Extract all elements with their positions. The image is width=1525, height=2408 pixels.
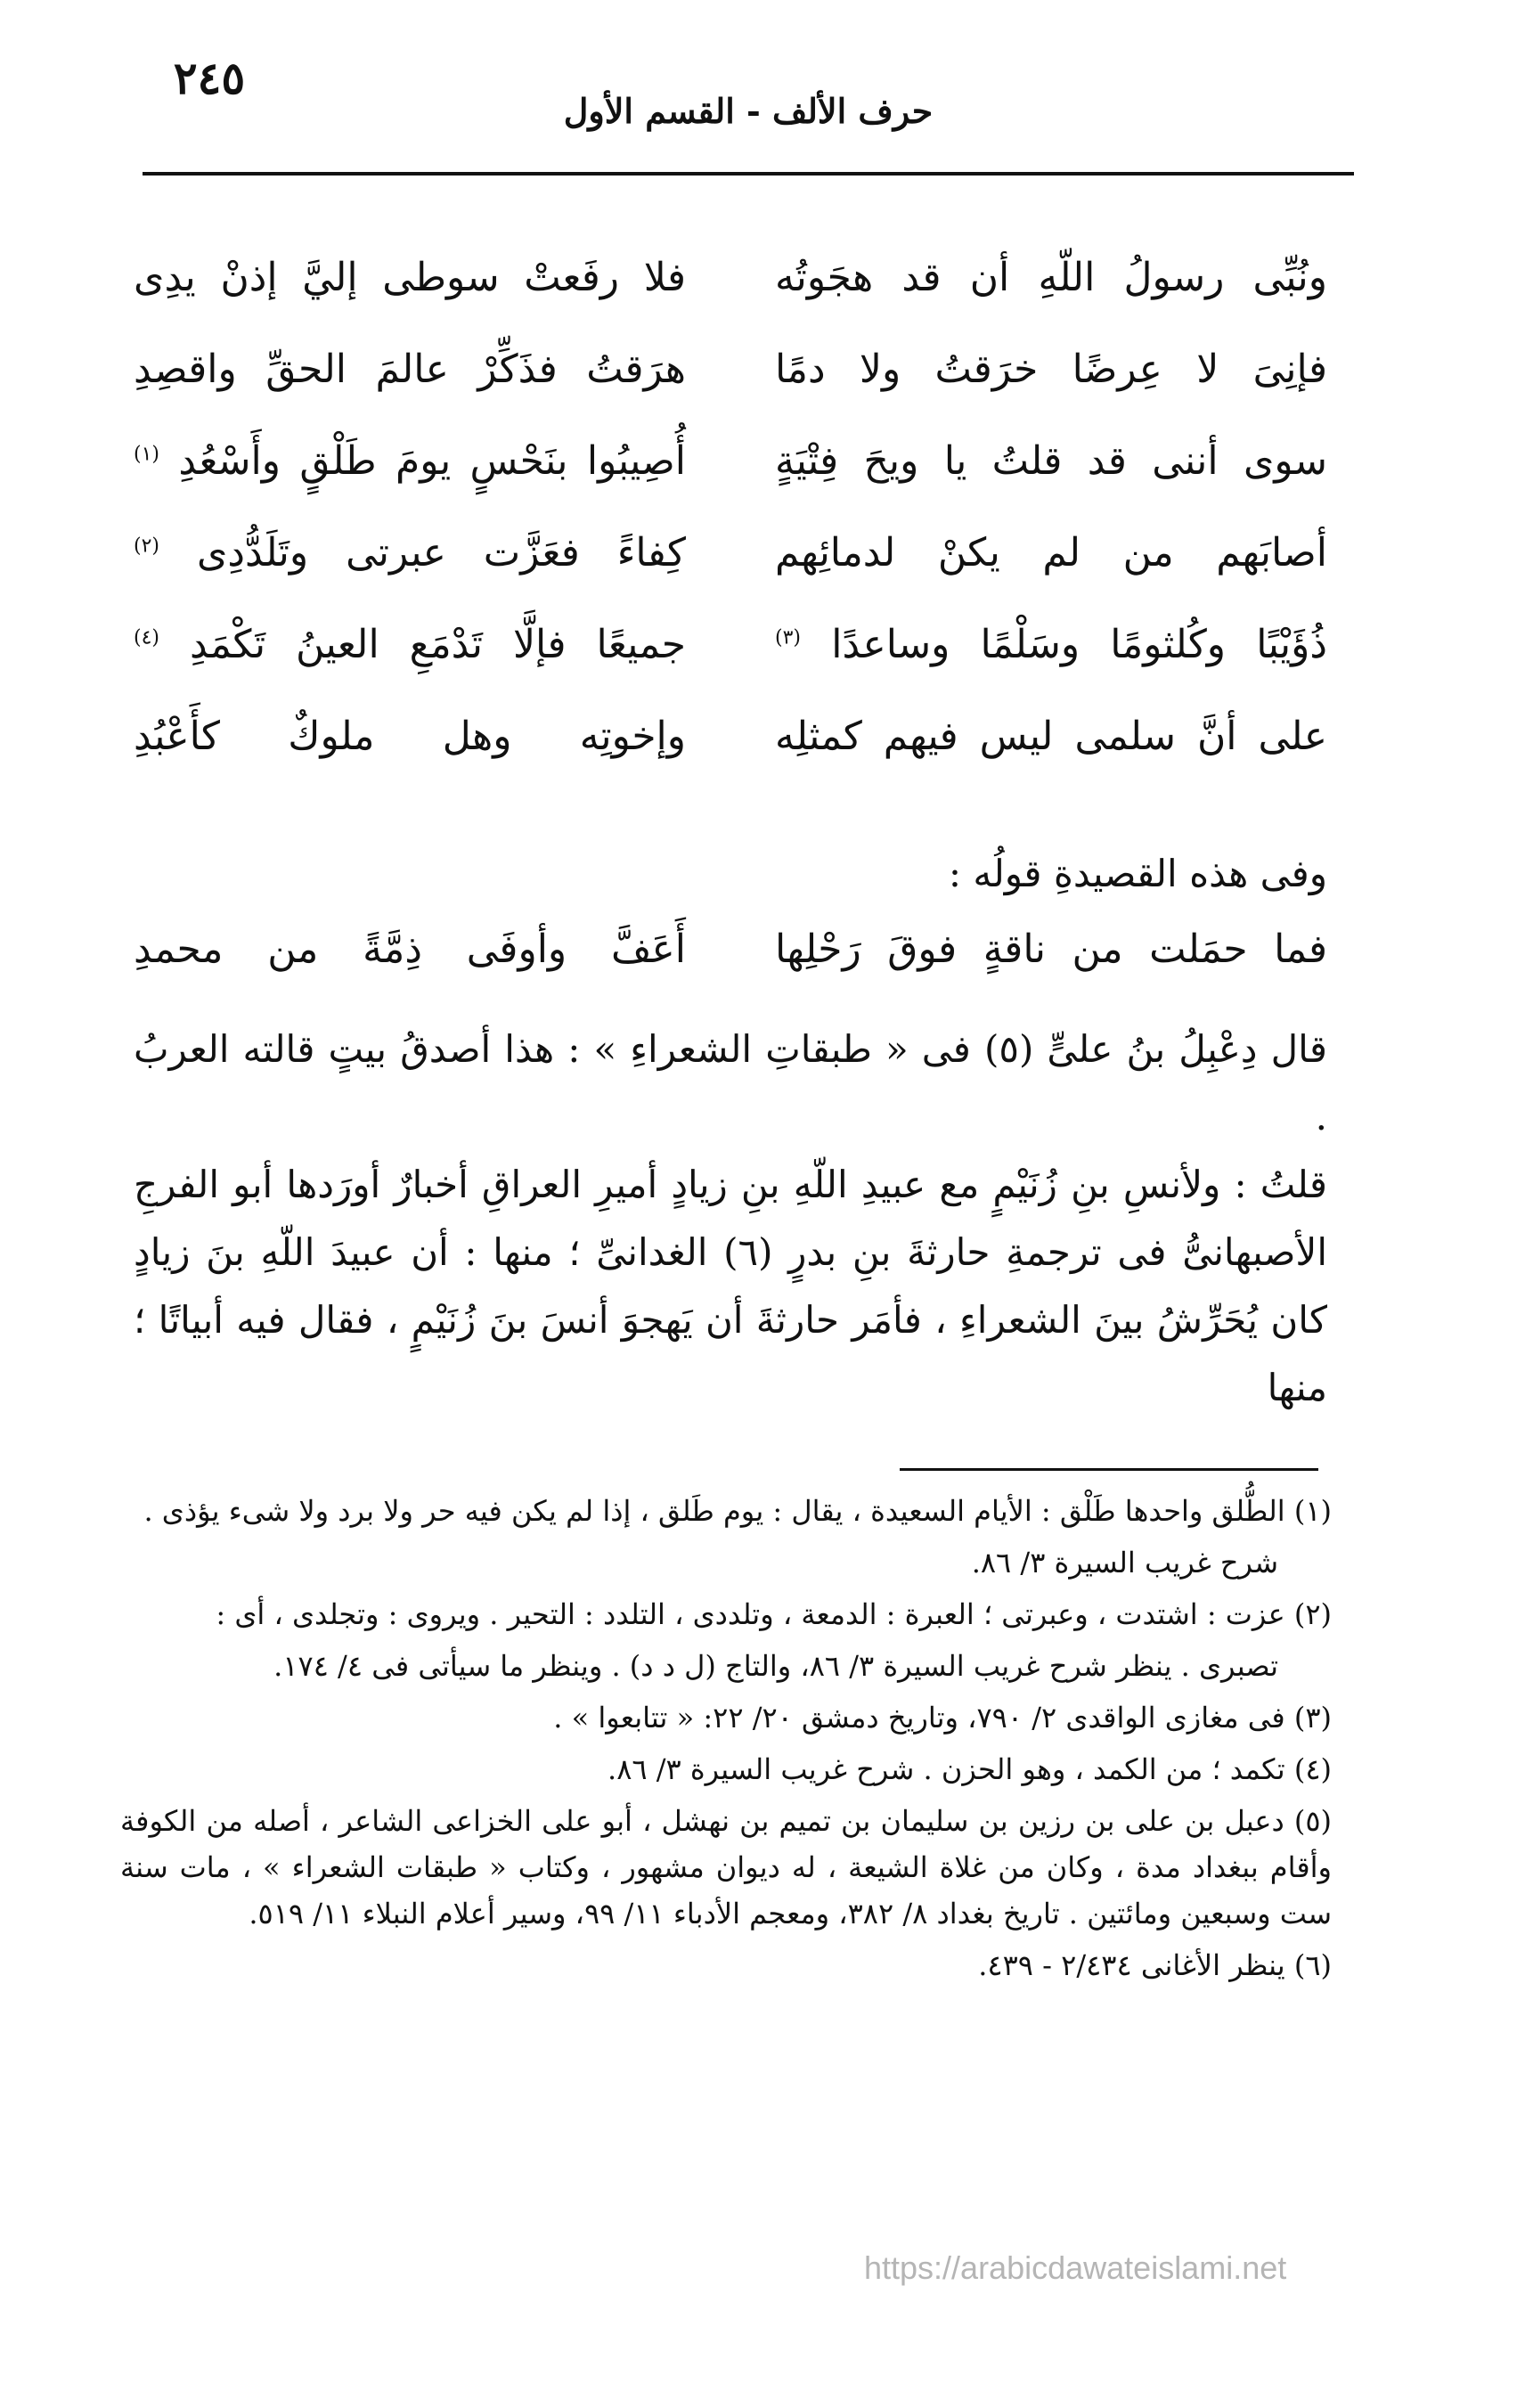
verse-second-hemistich: هرَقتُ فذَكِّرْ عالمَ الحقِّ واقصِدِ <box>134 347 686 392</box>
footnote: (٢) عزت : اشتدت ، وعبرتى ؛ العبرة : الدمعة ، وتلددى ، التلدد : التحير . ويروى : وتجلدى ، أى : <box>216 1597 1332 1631</box>
intro-line: وفى هذه القصيدةِ قولُه : <box>948 852 1327 895</box>
verse-first-hemistich: ونُبِّى رسولُ اللّهِ أن قد هجَوتُه <box>775 255 1327 300</box>
running-title: حرف الألف - القسم الأول <box>563 91 934 131</box>
footnotes <box>120 1488 1332 1994</box>
verse-second-hemistich: فلا رفَعتْ سوطى إليَّ إذنْ يدِى <box>134 255 686 300</box>
verse-second-hemistich: وإخوتِه وهل ملوكٌ كأَعْبُدِ <box>134 714 686 759</box>
verse-second-hemistich <box>134 622 686 667</box>
prose-section <box>134 1016 1327 1422</box>
verse-text: جميعًا فإلَّا تَدْمَعِ العينُ تَكْمَدِ <box>190 622 686 667</box>
header-divider <box>143 172 1354 175</box>
footnote-continuation: شرح غريب السيرة ٣/ ٨٦. <box>971 1546 1278 1579</box>
verse-first-hemistich: أصابَهم من لم يكنْ لدمائِهم <box>775 530 1327 575</box>
verse-line <box>134 232 1327 323</box>
footnote: (٦) ينظر الأغانى ٢/٤٣٤ - ٤٣٩. <box>978 1948 1332 1982</box>
watermark-url: https://arabicdawateislami.net <box>864 2249 1287 2286</box>
verse-line <box>134 599 1327 690</box>
verse-second-hemistich: أَعَفَّ وأوفَى ذِمَّةً من محمدِ <box>134 926 686 972</box>
verse-text: ذُؤَيْبًا وكُلثومًا وسَلْمًا وساعدًا <box>831 622 1327 667</box>
footnote-marker: (٢) <box>134 535 160 558</box>
footnote-marker: (١) <box>134 443 160 466</box>
footnote-marker: (٤) <box>134 626 160 649</box>
footnote-divider <box>900 1468 1318 1471</box>
verse-first-hemistich: فإنِىَ لا عِرضًا خرَقتُ ولا دمًا <box>775 347 1327 392</box>
verse-line <box>134 507 1327 599</box>
verse-text: أُصِيبُوا بنَحْسٍ يومَ طَلْقٍ وأَسْعُدِ <box>178 438 686 484</box>
verse-first-hemistich: على أنَّ سلمى ليس فيهم كمثلِه <box>775 714 1327 759</box>
footnote-marker: (٣) <box>775 626 802 649</box>
poem-block <box>134 232 1327 782</box>
verse-first-hemistich: سوى أننى قد قلتُ يا ويحَ فِتْيَةٍ <box>775 438 1327 484</box>
footnote: (١) الطُّلق واحدها طَلْق : الأيام السعيدة ، يقال : يوم طَلق ، إذا لم يكن فيه حر ولا برد ولا شىء يؤذى . <box>143 1494 1332 1528</box>
verse-line <box>134 415 1327 507</box>
paragraph: قلتُ : ولأنسِ بنِ زُنَيْمٍ مع عبيدِ اللّهِ بنِ زيادٍ أميرِ العراقِ أخبارٌ أورَدها أبو الفرجِ الأصبهانىُّ فى ترجمةِ حارثةَ بنِ بدرٍ (٦) الغدانىِّ ؛ منها : أن عبيدَ اللّهِ بنَ زيادٍ كان يُحَرِّشُ بينَ الشعراءِ ، فأمَر حارثةَ أن يَهجوَ أنسَ بنَ زُنَيْمٍ ، فقال فيه أبياتًا ؛ منها <box>134 1163 1327 1409</box>
verse-line <box>134 690 1327 782</box>
verse-first-hemistich: فما حمَلت من ناقةٍ فوقَ رَحْلِها <box>775 926 1327 972</box>
footnote: (٤) تكمد ؛ من الكمد ، وهو الحزن . شرح غريب السيرة ٣/ ٨٦. <box>608 1752 1332 1786</box>
verse-first-hemistich <box>775 622 1327 667</box>
verse-second-hemistich <box>134 438 686 484</box>
footnote: (٥) دعبل بن على بن رزين بن سليمان بن تميم بن نهشل ، أبو على الخزاعى الشاعر ، أصله من الكوفة وأقام ببغداد مدة ، وكان من غلاة الشيعة ، له ديوان مشهور ، وكتاب « طبقات الشعراء » ، مات سنة ست وسبعين ومائتين . تاريخ بغداد ٨/ ٣٨٢، ومعجم الأدباء ١١/ ٩٩، وسير أعلام النبلاء ١١/ ٥١٩. <box>120 1804 1332 1930</box>
footnote-continuation: تصبرى . ينظر شرح غريب السيرة ٣/ ٨٦، والتاج (ل د د) . وينظر ما سيأتى فى ٤/ ١٧٤. <box>273 1649 1278 1683</box>
verse-line <box>134 323 1327 415</box>
footnote: (٣) فى مغازى الواقدى ٢/ ٧٩٠، وتاريخ دمشق ٢٠/ ٢٢: « تتابعوا » . <box>553 1701 1332 1735</box>
verse-second-hemistich <box>134 530 686 575</box>
quoted-verse <box>134 926 1327 972</box>
verse-text: كِفاءً فعَزَّت عبرتى وتَلَدُّدِى <box>196 530 686 575</box>
paragraph: قال دِعْبِلُ بنُ علىٍّ (٥) فى « طبقاتِ الشعراءِ » : هذا أصدقُ بيتٍ قالته العربُ . <box>134 1027 1328 1139</box>
page-number: ٢٤٥ <box>173 52 246 104</box>
